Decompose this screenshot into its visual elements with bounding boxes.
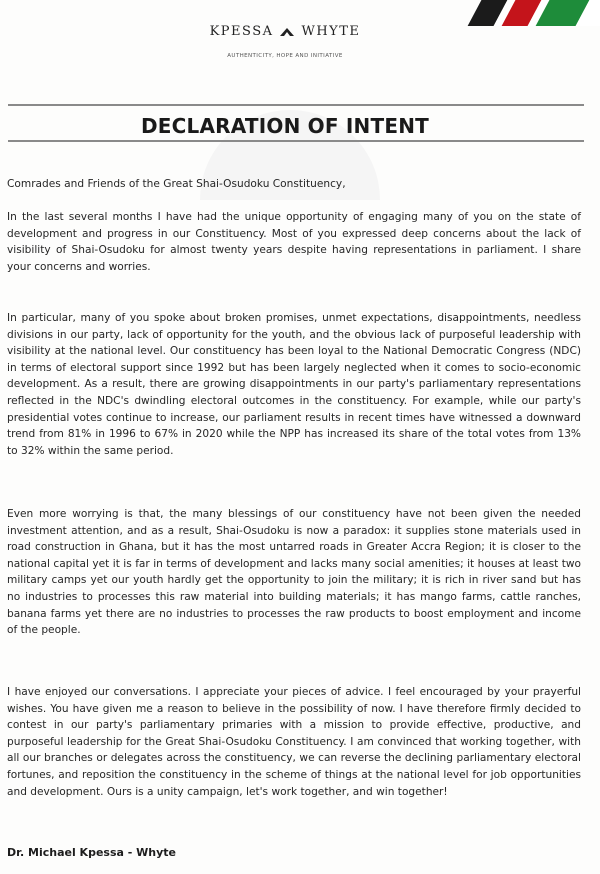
logo-text-left: KPESSA bbox=[209, 24, 274, 39]
paragraph-4: I have enjoyed our conversations. I appreciate your pieces of advice. I feel encouraged by your prayerful wishes. You have given me a reason to believe in the possibility of now. I have therefore firmly decided to contest in our party's parliamentary primaries with a mission to provide effective, productive, and purposeful leadership for the Great Shai-Osudoku Constituency. I am convinced that working together, with all our branches or delegates across the constituency, we can reverse the declining parliamentary electoral fortunes, and reposition the constituency in the scheme of things at the national level for job opportunities and development. Ours is a unity campaign, let's work together, and win together! bbox=[7, 686, 581, 798]
paragraph-3: Even more worrying is that, the many blessings of our constituency have not been given the needed investment attention, and as a result, Shai-Osudoku is now a paradox: it supplies stone materials used in road construction in Ghana, but it has the most untarred roads in Greater Accra Region; it is closer to the national capital yet it is far in terms of development and lacks many social amenities; it houses at least two military camps yet our youth hardly get the opportunity to join the military; it is rich in river sand but has no industries to processes this raw material into building materials; it has mango farms, cattle ranches, banana farms yet there are no industries to processes the raw products to boost employment and income of the people. bbox=[7, 508, 581, 637]
header-divider-bottom bbox=[8, 140, 584, 142]
logo-tagline: AUTHENTICITY, HOPE AND INITIATIVE bbox=[227, 53, 343, 59]
logo-wordmark bbox=[210, 24, 361, 39]
campaign-logo bbox=[0, 20, 570, 59]
logo-text-right: WHYTE bbox=[301, 24, 361, 39]
page-title: DECLARATION OF INTENT bbox=[141, 114, 429, 138]
crest-icon bbox=[279, 27, 295, 37]
header-divider-top bbox=[8, 104, 584, 106]
paragraph-1: In the last several months I have had the unique opportunity of engaging many of you on the state of development and progress in our Constituency. Most of you expressed deep concerns about the lack of visibility of Shai-Osudoku for almost twenty years despite having representations in parliament. I share your concerns and worries. bbox=[7, 211, 581, 273]
paragraph-2: In particular, many of you spoke about broken promises, unmet expectations, disappointments, needless divisions in our party, lack of opportunity for the youth, and the obvious lack of purposeful leadership with visibility at the national level. Our constituency has been loyal to the National Democratic Congress (NDC) in terms of electoral support since 1992 but has been largely neglected when it comes to socio-economic development. As a result, there are growing disappointments in our party's parliamentary representations reflected in the NDC's dwindling electoral outcomes in the constituency. For example, while our party's presidential votes continue to increase, our parliament results in recent times have witnessed a downward trend from 81% in 1996 to 67% in 2020 while the NPP has increased its share of the total votes from 13% to 32% within the same period. bbox=[7, 312, 581, 457]
signature: Dr. Michael Kpessa - Whyte bbox=[7, 846, 177, 859]
salutation: Comrades and Friends of the Great Shai-Osudoku Constituency, bbox=[7, 178, 346, 190]
